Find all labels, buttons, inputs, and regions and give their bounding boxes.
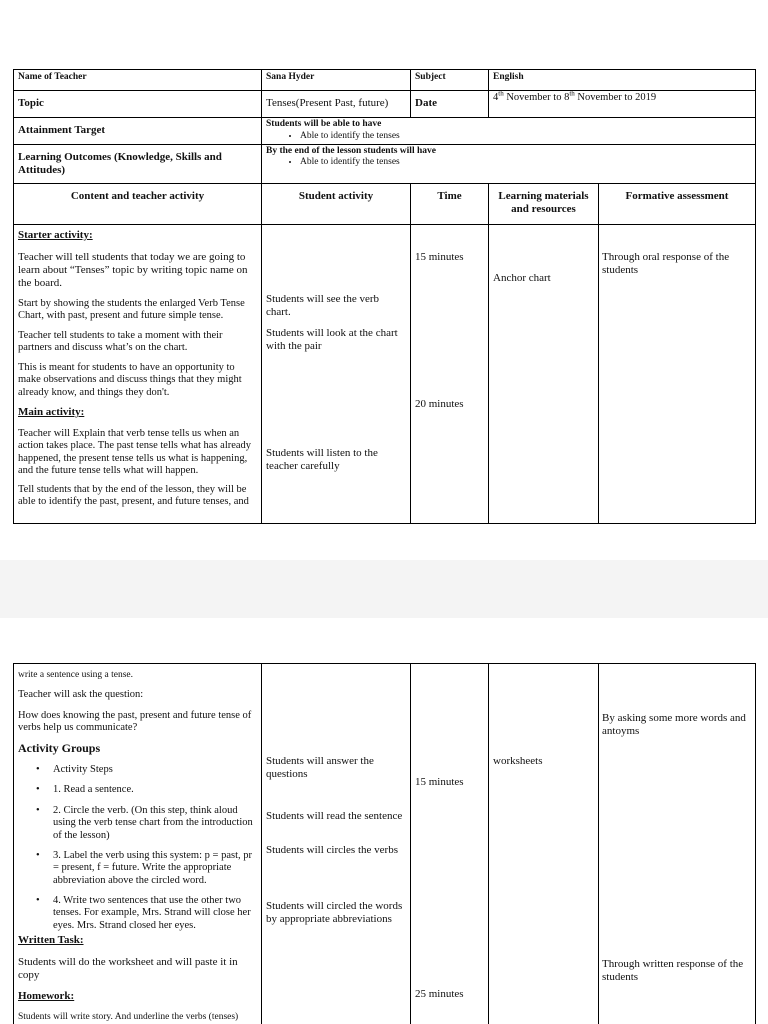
assessment-2: Through written response of the students xyxy=(602,958,744,983)
col-header-materials: Learning materials and resources xyxy=(498,190,589,215)
time-2: 20 minutes xyxy=(415,398,464,410)
main-heading: Main activity: xyxy=(18,406,85,418)
teacher-name-label: Name of Teacher xyxy=(18,72,87,82)
outcomes-heading: By the end of the lesson students will have xyxy=(266,146,436,156)
student-activity-2: Students will look at the chart with the pair xyxy=(266,327,398,352)
activity-groups-heading: Activity Groups xyxy=(18,741,101,755)
material-1: Anchor chart xyxy=(493,272,551,284)
list-item: • Able to identify the tenses xyxy=(300,157,500,168)
col-header-content: Content and teacher activity xyxy=(70,190,205,202)
attainment-heading: Students will be able to have xyxy=(266,119,382,129)
time-1: 15 minutes xyxy=(415,776,464,788)
subject-label: Subject xyxy=(415,72,446,82)
attainment-label: Attainment Target xyxy=(18,124,106,136)
outcomes-label: Learning Outcomes (Knowledge, Skills and Attitudes) xyxy=(18,151,222,176)
list-item: • 3. Label the verb using this system: p = past, pr = present, f = future. Write the appropriate abbreviation above the circled word. xyxy=(36,849,252,886)
topic-value: Tenses(Present Past, future) xyxy=(266,97,389,109)
material-1: worksheets xyxy=(493,755,543,767)
starter-paragraph-3: Teacher tell students to take a moment with their partners and discuss what’s on the chart. xyxy=(18,330,223,354)
subject-value: English xyxy=(493,72,524,82)
starter-heading: Starter activity: xyxy=(18,229,93,241)
continued-paragraph-2: Teacher will ask the question: xyxy=(18,689,144,700)
list-item: • Able to identify the tenses xyxy=(300,131,500,142)
assessment-1: Through oral response of the students xyxy=(602,251,730,276)
continued-paragraph-3: How does knowing the past, present and future tense of verbs help us communicate? xyxy=(18,710,252,734)
homework-heading: Homework: xyxy=(18,990,75,1002)
list-item: • 2. Circle the verb. (On this step, think aloud using the verb tense chart from the introduction of the lesson) xyxy=(36,804,253,841)
col-header-assessment: Formative assessment xyxy=(625,190,729,202)
col-header-student: Student activity xyxy=(298,190,374,202)
continued-paragraph-1: write a sentence using a tense. xyxy=(18,670,134,680)
date-label: Date xyxy=(415,97,437,109)
main-paragraph-2: Tell students that by the end of the lesson, they will be able to identify the past, present, and future tenses, and xyxy=(18,484,249,508)
list-item: • Activity Steps xyxy=(36,764,113,775)
list-item: • 1. Read a sentence. xyxy=(36,784,134,796)
teacher-name-value: Sana Hyder xyxy=(266,72,315,82)
written-task-heading: Written Task: xyxy=(18,934,84,946)
student-activity-2: Students will read the sentence xyxy=(266,810,403,822)
homework-paragraph: Students will write story. And underline the verbs (tenses) xyxy=(18,1012,239,1022)
student-activity-4: Students will circled the words by appropriate abbreviations xyxy=(266,900,403,925)
student-activity-1: Students will answer the questions xyxy=(266,755,374,780)
assessment-1: By asking some more words and antoyms xyxy=(602,712,746,737)
topic-label: Topic xyxy=(18,97,44,109)
attainment-list xyxy=(262,131,500,142)
starter-paragraph-1: Teacher will tell students that today we are going to learn about “Tenses” topic by writing topic name on the board. xyxy=(18,251,248,289)
col-header-time: Time xyxy=(437,190,462,202)
student-activity-1: Students will see the verb chart. xyxy=(266,293,380,318)
student-activity-3: Students will listen to the teacher carefully xyxy=(266,447,378,472)
page-2 xyxy=(0,618,768,1024)
page-gap xyxy=(0,560,768,618)
date-value: 4th November to 8th November to 2019 xyxy=(493,89,657,103)
main-paragraph-1: Teacher will Explain that verb tense tells us when an action takes place. The past tense tells what has already happened, the present tense tells us what is happening, and the future tense tells what will happen. xyxy=(18,428,252,477)
starter-paragraph-4: This is meant for students to have an opportunity to make observations and discuss things that they might already know, and things they don't. xyxy=(18,362,242,398)
outcomes-list xyxy=(262,157,500,168)
student-activity-3: Students will circles the verbs xyxy=(266,844,398,856)
activity-steps-list xyxy=(36,764,258,932)
time-2: 25 minutes xyxy=(415,988,464,1000)
starter-paragraph-2: Start by showing the students the enlarged Verb Tense Chart, with past, present and future simple tense. xyxy=(18,298,245,322)
written-task-paragraph: Students will do the worksheet and will paste it in copy xyxy=(18,956,238,981)
time-1: 15 minutes xyxy=(415,251,464,263)
list-item: • 4. Write two sentences that use the other two tenses. For example, Mrs. Strand will close her eyes. Mrs. Strand closed her eyes. xyxy=(36,895,251,931)
